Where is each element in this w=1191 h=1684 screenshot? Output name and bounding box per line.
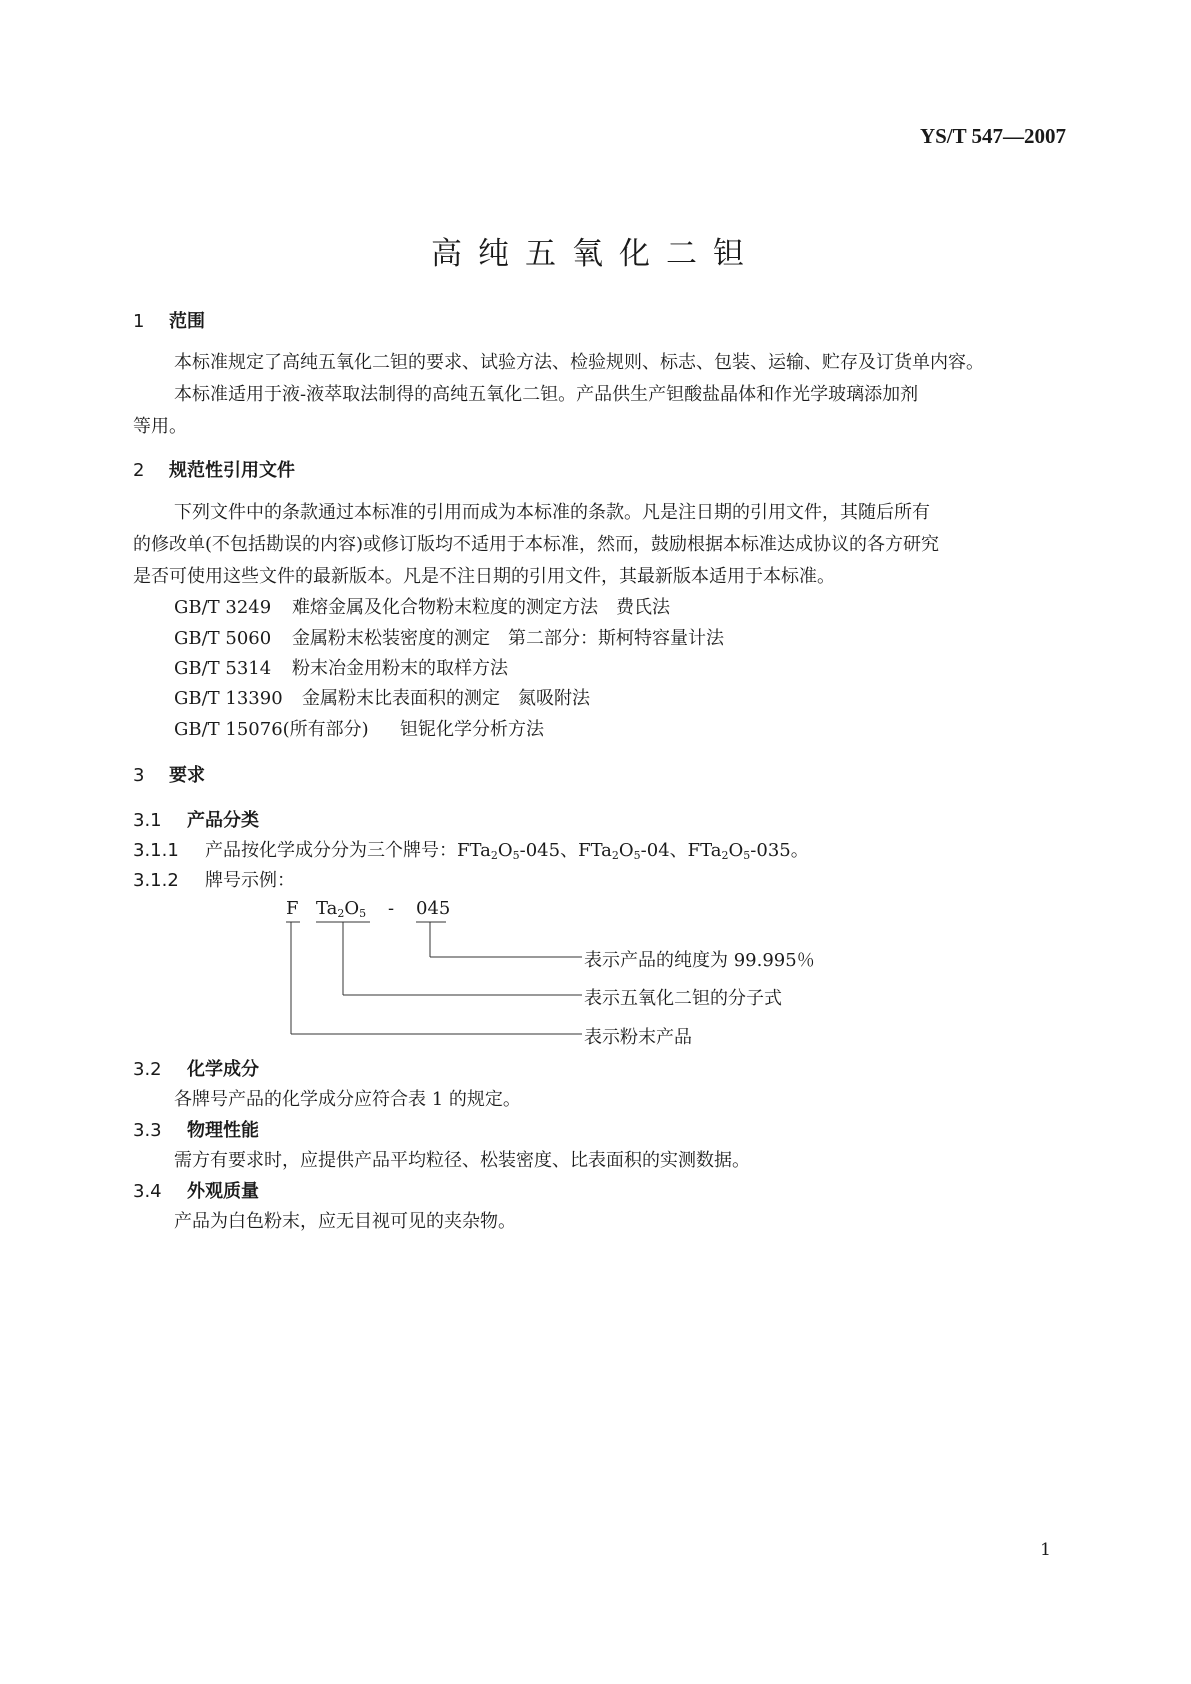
standard-number: YS/T 547—2007	[919, 124, 1066, 148]
subsection-number: 3.3	[133, 1120, 162, 1141]
grade: $FTa_2O_5-045$	[457, 840, 561, 862]
subsection-title: 化学成分	[187, 1059, 259, 1080]
subsection-number: 3.1	[133, 810, 162, 831]
reference-title: 粉末冶金用粉末的取样方法	[292, 658, 508, 679]
paragraph: 的修改单(不包括勘误的内容)或修订版均不适用于本标准，然而，鼓励根据本标准达成协议的各方研究	[133, 534, 940, 555]
example-dash: -	[388, 898, 395, 919]
reference-title: 难熔金属及化合物粉末粒度的测定方法 费氏法	[292, 597, 670, 618]
clause-3-1-1	[133, 836, 809, 862]
label-purity: 表示产品的纯度为 99.995％	[584, 950, 815, 971]
reference-code: GB/T 3249	[174, 597, 272, 618]
section-title: 要求	[169, 765, 205, 786]
paragraph: 需方有要求时，应提供产品平均粒径、松装密度、比表面积的实测数据。	[174, 1150, 750, 1171]
reference-code: GB/T 5314	[174, 658, 272, 679]
grade: $FTa_2O_5-04$	[578, 840, 670, 862]
section-title: 范围	[169, 311, 205, 332]
section-1-heading	[133, 307, 205, 333]
paragraph: 产品为白色粉末，应无目视可见的夹杂物。	[174, 1211, 516, 1232]
paragraph: 各牌号产品的化学成分应符合表 1 的规定。	[174, 1089, 521, 1110]
paragraph: 下列文件中的条款通过本标准的引用而成为本标准的条款。凡是注日期的引用文件，其随后所有	[174, 502, 930, 523]
subsection-title: 外观质量	[187, 1181, 259, 1202]
section-number: 2	[133, 460, 145, 481]
reference-item	[174, 624, 724, 650]
label-powder: 表示粉末产品	[584, 1027, 692, 1048]
subsection-title: 物理性能	[187, 1120, 259, 1141]
clause-text: 牌号示例：	[205, 870, 295, 891]
clause-number: 3.1.2	[133, 870, 179, 891]
paragraph: 本标准适用于液-液萃取法制得的高纯五氧化二钽。产品供生产钽酸盐晶体和作光学玻璃添加剂	[174, 384, 919, 405]
reference-code: GB/T 13390	[174, 688, 283, 709]
label-formula: 表示五氧化二钽的分子式	[584, 988, 782, 1009]
example-formula: $Ta_2O_5$	[316, 898, 367, 920]
paragraph: 本标准规定了高纯五氧化二钽的要求、试验方法、检验规则、标志、包装、运输、贮存及订货单内容。	[174, 352, 984, 373]
subsection-3-2-heading	[133, 1055, 259, 1081]
paragraph: 等用。	[133, 416, 187, 437]
reference-code: GB/T 5060	[174, 628, 272, 649]
page-number: 1	[1040, 1540, 1051, 1560]
example-f: F	[286, 898, 299, 919]
grade: $FTa_2O_5-035$	[687, 840, 791, 862]
clause-text: 产品按化学成分分为三个牌号：$FTa_2O_5-045$、$FTa_2O_5-04$、$FTa_2O_5-035$。	[205, 840, 809, 862]
clause-number: 3.1.1	[133, 840, 179, 861]
section-number: 1	[133, 311, 145, 332]
reference-item	[174, 593, 670, 619]
section-3-heading	[133, 761, 205, 787]
subsection-3-4-heading	[133, 1177, 259, 1203]
subsection-title: 产品分类	[187, 810, 259, 831]
reference-title: 钽铌化学分析方法	[400, 719, 544, 740]
reference-title: 金属粉末比表面积的测定 氮吸附法	[302, 688, 590, 709]
section-2-heading	[133, 456, 295, 482]
subsection-3-1-heading	[133, 806, 259, 832]
subsection-number: 3.2	[133, 1059, 162, 1080]
reference-item	[174, 654, 508, 680]
example-code: 045	[416, 898, 451, 919]
clause-3-1-2	[133, 866, 295, 892]
section-title: 规范性引用文件	[169, 460, 295, 481]
reference-title: 金属粉末松装密度的测定 第二部分：斯柯特容量计法	[292, 628, 724, 649]
reference-item	[174, 684, 590, 710]
subsection-number: 3.4	[133, 1181, 162, 1202]
document-title: 高纯五氧化二钽	[431, 236, 760, 272]
reference-item	[174, 715, 544, 741]
subsection-3-3-heading	[133, 1116, 259, 1142]
paragraph: 是否可使用这些文件的最新版本。凡是不注日期的引用文件，其最新版本适用于本标准。	[133, 566, 835, 587]
reference-code: GB/T 15076(所有部分)	[174, 719, 369, 740]
section-number: 3	[133, 765, 145, 786]
